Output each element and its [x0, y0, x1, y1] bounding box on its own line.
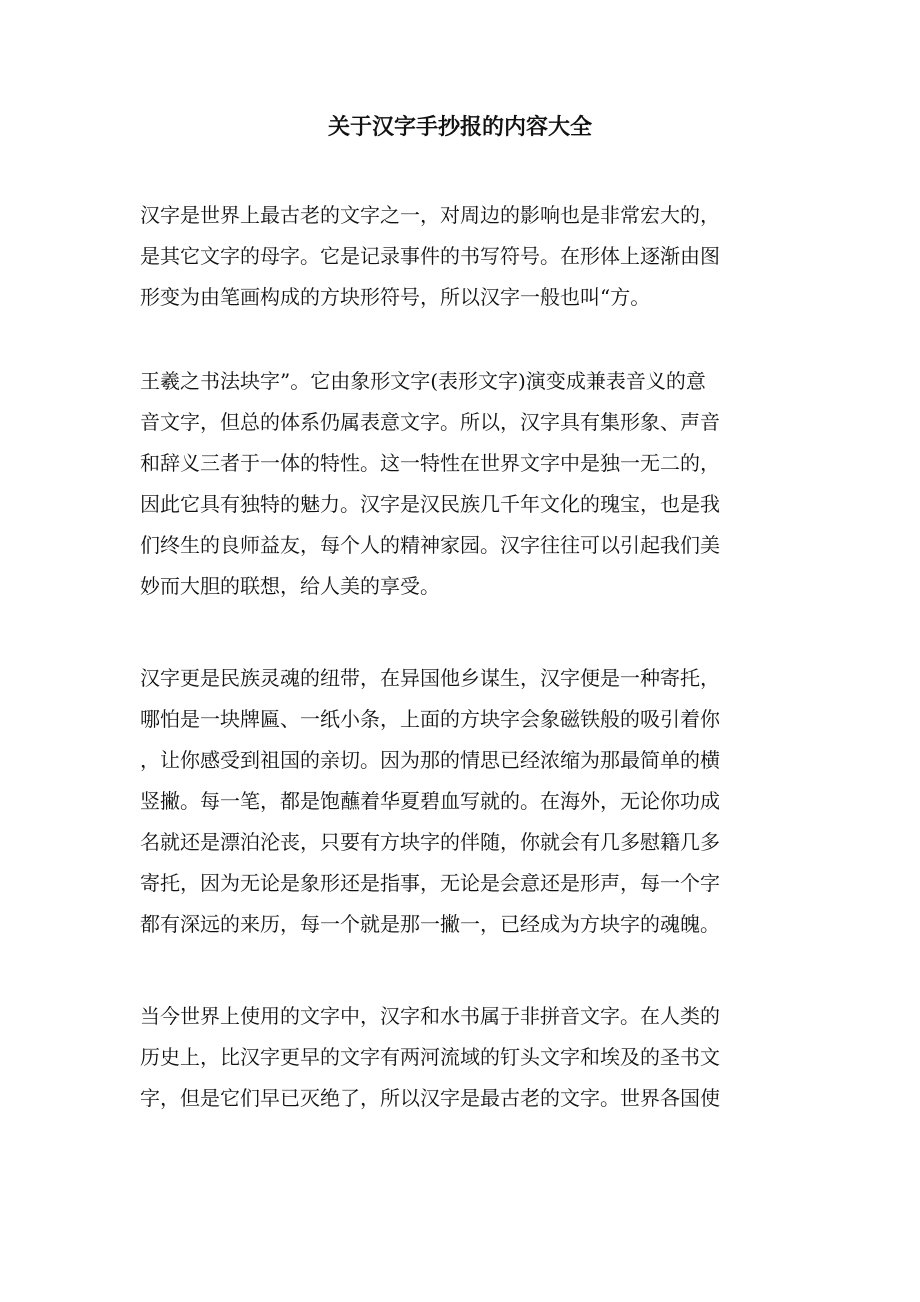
paragraph-line: 们终生的良师益友，每个人的精神家园。汉字往往可以引起我们美 [140, 533, 720, 557]
paragraph-line: ，让你感受到祖国的亲切。因为那的情思已经浓缩为那最简单的横 [140, 748, 720, 772]
paragraph-3 [140, 658, 780, 945]
paragraph-line: 竖撇。每一笔，都是饱蘸着华夏碧血写就的。在海外，无论你功成 [140, 789, 720, 813]
paragraph-line: 妙而大胆的联想，给人美的享受。 [140, 574, 440, 598]
paragraph-1 [140, 195, 780, 318]
paragraph-line: 音文字，但总的体系仍属表意文字。所以，汉字具有集形象、声音 [140, 410, 720, 434]
paragraph-line: 都有深远的来历，每一个就是那一撇一，已经成为方块字的魂魄。 [140, 912, 720, 936]
paragraph-line: 历史上，比汉字更早的文字有两河流域的钉头文字和埃及的圣书文 [140, 1045, 720, 1069]
paragraph-line: 王羲之书法块字”。它由象形文字(表形文字)演变成兼表音义的意 [140, 369, 706, 393]
paragraph-4 [140, 996, 780, 1119]
paragraph-line: 字，但是它们早已灭绝了，所以汉字是最古老的文字。世界各国使 [140, 1086, 720, 1110]
paragraph-line: 和辞义三者于一体的特性。这一特性在世界文字中是独一无二的， [140, 451, 720, 475]
paragraph-line: 寄托，因为无论是象形还是指事，无论是会意还是形声，每一个字 [140, 871, 720, 895]
paragraph-line: 汉字更是民族灵魂的纽带，在异国他乡谋生，汉字便是一种寄托， [140, 666, 720, 690]
paragraph-line: 因此它具有独特的魅力。汉字是汉民族几千年文化的瑰宝，也是我 [140, 492, 720, 516]
document-title: 关于汉字手抄报的内容大全 [327, 114, 592, 140]
paragraph-line: 名就还是漂泊沦丧，只要有方块字的伴随，你就会有几多慰籍几多 [140, 830, 720, 854]
paragraph-line: 是其它文字的母字。它是记录事件的书写符号。在形体上逐渐由图 [140, 244, 720, 268]
paragraph-line: 哪怕是一块牌匾、一纸小条，上面的方块字会象磁铁般的吸引着你 [140, 707, 720, 731]
paragraph-line: 当今世界上使用的文字中，汉字和水书属于非拼音文字。在人类的 [140, 1004, 720, 1028]
paragraph-2 [140, 361, 780, 607]
paragraph-line: 汉字是世界上最古老的文字之一，对周边的影响也是非常宏大的， [140, 203, 720, 227]
paragraph-line: 形变为由笔画构成的方块形符号，所以汉字一般也叫“方。 [140, 285, 651, 309]
